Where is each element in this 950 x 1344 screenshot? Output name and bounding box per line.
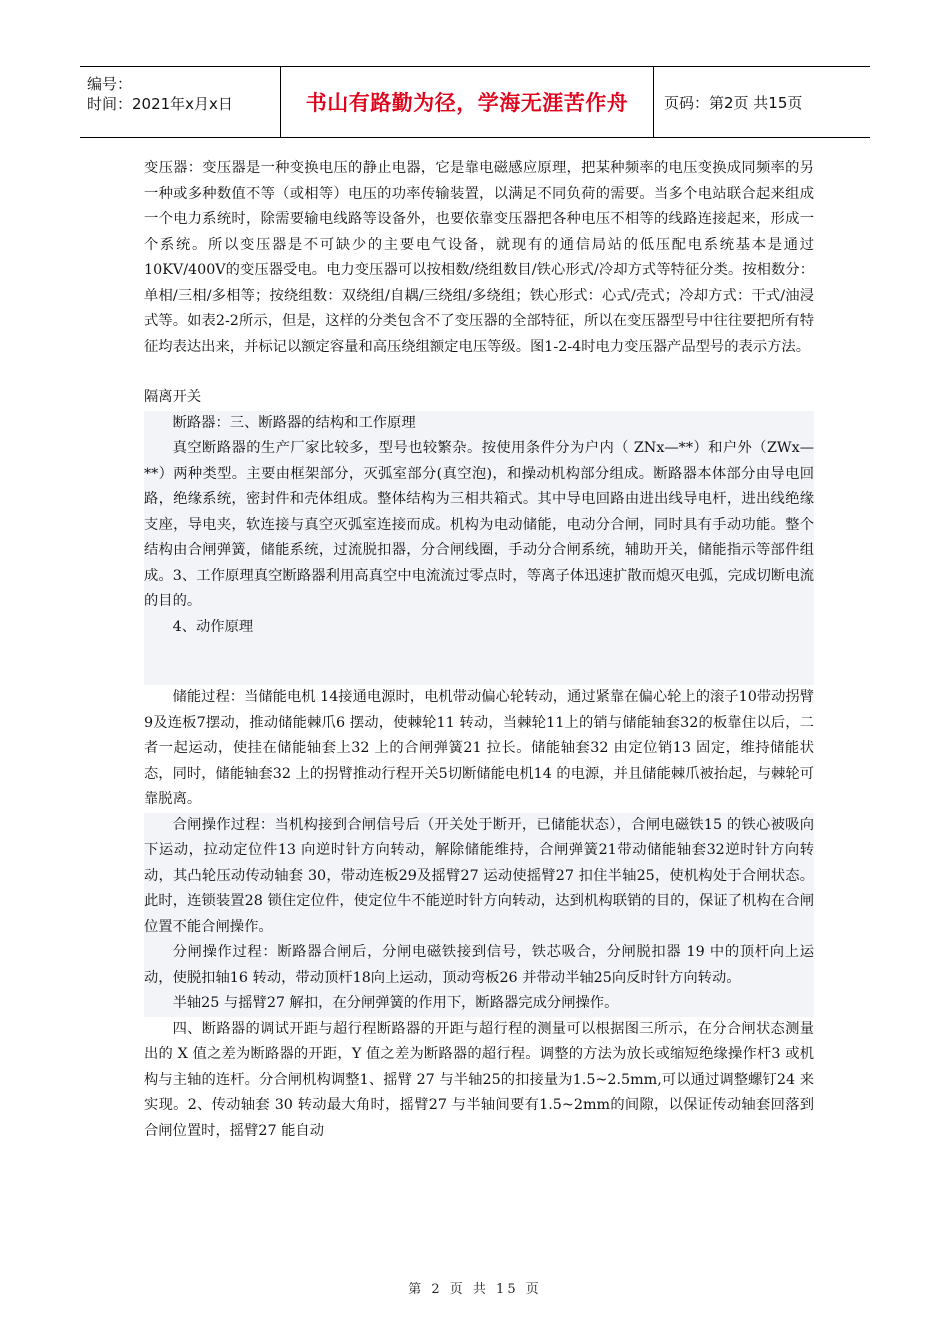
- paragraph-adjustment: 四、断路器的调试开距与超行程断路器的开距与超行程的测量可以根据图三所示，在分合闸状态测量出的 X 值之差为断路器的开距，Y 值之差为断路器的超行程。调整的方法为放长或缩短绝缘操作杆3 或机构与主轴的连杆。分合闸机构调整1、摇臂 27 与半轴25的扣接量为1.5~2.5mm,可以通过调整螺钉24 来实现。2、传动轴套 30 转动最大角时，摇臂27 与半轴间要有1.5~2mm的间隙，以保证传动轴套回落到合闸位置时，摇臂27 能自动: [144, 1020, 814, 1139]
- header-motto-cell: [281, 67, 654, 137]
- header-meta: [80, 67, 281, 137]
- document-number-label: 编号：: [87, 75, 133, 93]
- page-footer: 第 2 页 共 15 页: [408, 1282, 542, 1297]
- paragraph-opening-operation: 分闸操作过程：断路器合闸后，分闸电磁铁接到信号，铁芯吸合，分闸脱扣器 19 中的顶杆向上运动，使脱扣轴16 转动，带动顶杆18向上运动，顶动弯板26 并带动半轴25向反时针方向转动。: [144, 940, 814, 991]
- paragraph-closing-operation: 合闸操作过程：当机构接到合闸信号后（开关处于断开，已储能状态），合闸电磁铁15 的铁心被吸向下运动，拉动定位件13 向逆时针方向转动，解除储能维持，合闸弹簧21带动储能轴套32逆时针方向转动，其凸轮压动传动轴套 30，带动连板29及摇臂27 运动使摇臂27 扣住半轴25，使机构处于合闸状态。此时，连锁装置28 锁住定位件，使定位牛不能逆时针方向转动，达到机构联销的目的，保证了机构在合闸位置不能合闸操作。: [144, 813, 814, 941]
- heading-isolating-switch: 隔离开关: [144, 389, 202, 405]
- heading-action-principle: 4、动作原理: [172, 618, 254, 635]
- paragraph-transformer: 变压器：变压器是一种变换电压的静止电器，它是靠电磁感应原理，把某种频率的电压变换成同频率的另一种或多种数值不等（或相等）电压的功率传输装置，以满足不同负荷的需要。当多个电站联合起来组成一个电力系统时，除需要输电线路等设备外，也要依靠变压器把各种电压不相等的线路连接起来，形成一个系统。所以变压器是不可缺少的主要电气设备，就现有的通信局站的低压配电系统基本是通过10KV/400V的变压器受电。电力变压器可以按相数/绕组数目/铁心形式/冷却方式等特征分类。按相数分：单相/三相/多相等；按绕组数：双绕组/自耦/三绕组/多绕组；铁心形式：心式/壳式；冷却方式：干式/油浸式等。如表2-2所示，但是，这样的分类包含不了变压器的全部特征，所以在变压器型号中往往要把所有特征均表达出来，并标记以额定容量和高压绕组额定电压等级。图1-2-4时电力变压器产品型号的表示方法。: [144, 160, 814, 355]
- header-motto: 书山有路勤为径，学海无涯苦作舟: [305, 91, 629, 115]
- spacer: [144, 360, 814, 385]
- header-page-info: 页码：第2页 共15页: [664, 93, 803, 112]
- document-date-label: 时间：2021年x月x日: [87, 95, 233, 113]
- paragraph-half-shaft: 半轴25 与摇臂27 解扣，在分闸弹簧的作用下，断路器完成分闸操作。: [144, 991, 814, 1017]
- heading-circuit-breaker: 断路器：三、断路器的结构和工作原理: [172, 414, 416, 431]
- paragraph-vacuum-breaker: 真空断路器的生产厂家比较多，型号也较繁杂。按使用条件分为户内（ ZNx—**）和户外（ZWx—**）两种类型。主要由框架部分，灭弧室部分(真空泡)，和操动机构部分组成。断路器本体部分由导电回路，绝缘系统，密封件和壳体组成。整体结构为三相共箱式。其中导电回路由进出线导电杆，进出线绝缘支座，导电夹，软连接与真空灭弧室连接而成。机构为电动储能，电动分合闸，同时具有手动功能。整个结构由合闸弹簧，储能系统，过流脱扣器，分合闸线圈，手动分合闸系统，辅助开关，储能指示等部件组成。3、工作原理真空断路器利用高真空中电流流过零点时，等离子体迅速扩散而熄灭电弧，完成切断电流的目的。: [144, 440, 814, 609]
- paragraph-energy-storage: 储能过程：当储能电机 14接通电源时，电机带动偏心轮转动，通过紧靠在偏心轮上的滚子10带动拐臂9及连板7摆动，推动储能棘爪6 摆动，使棘轮11 转动，当棘轮11上的销与储能轴套32的板靠住以后，二者一起运动，使挂在储能轴套上32 上的合闸弹簧21 拉长。储能轴套32 由定位销13 固定，维持储能状态，同时，储能轴套32 上的拐臂推动行程开关5切断储能电机14 的电源，并且储能棘爪被抬起，与棘轮可靠脱离。: [144, 689, 814, 807]
- shaded-section: [144, 411, 814, 686]
- document-body: [144, 156, 814, 1144]
- page-header: [80, 66, 870, 138]
- spacer: [144, 640, 814, 685]
